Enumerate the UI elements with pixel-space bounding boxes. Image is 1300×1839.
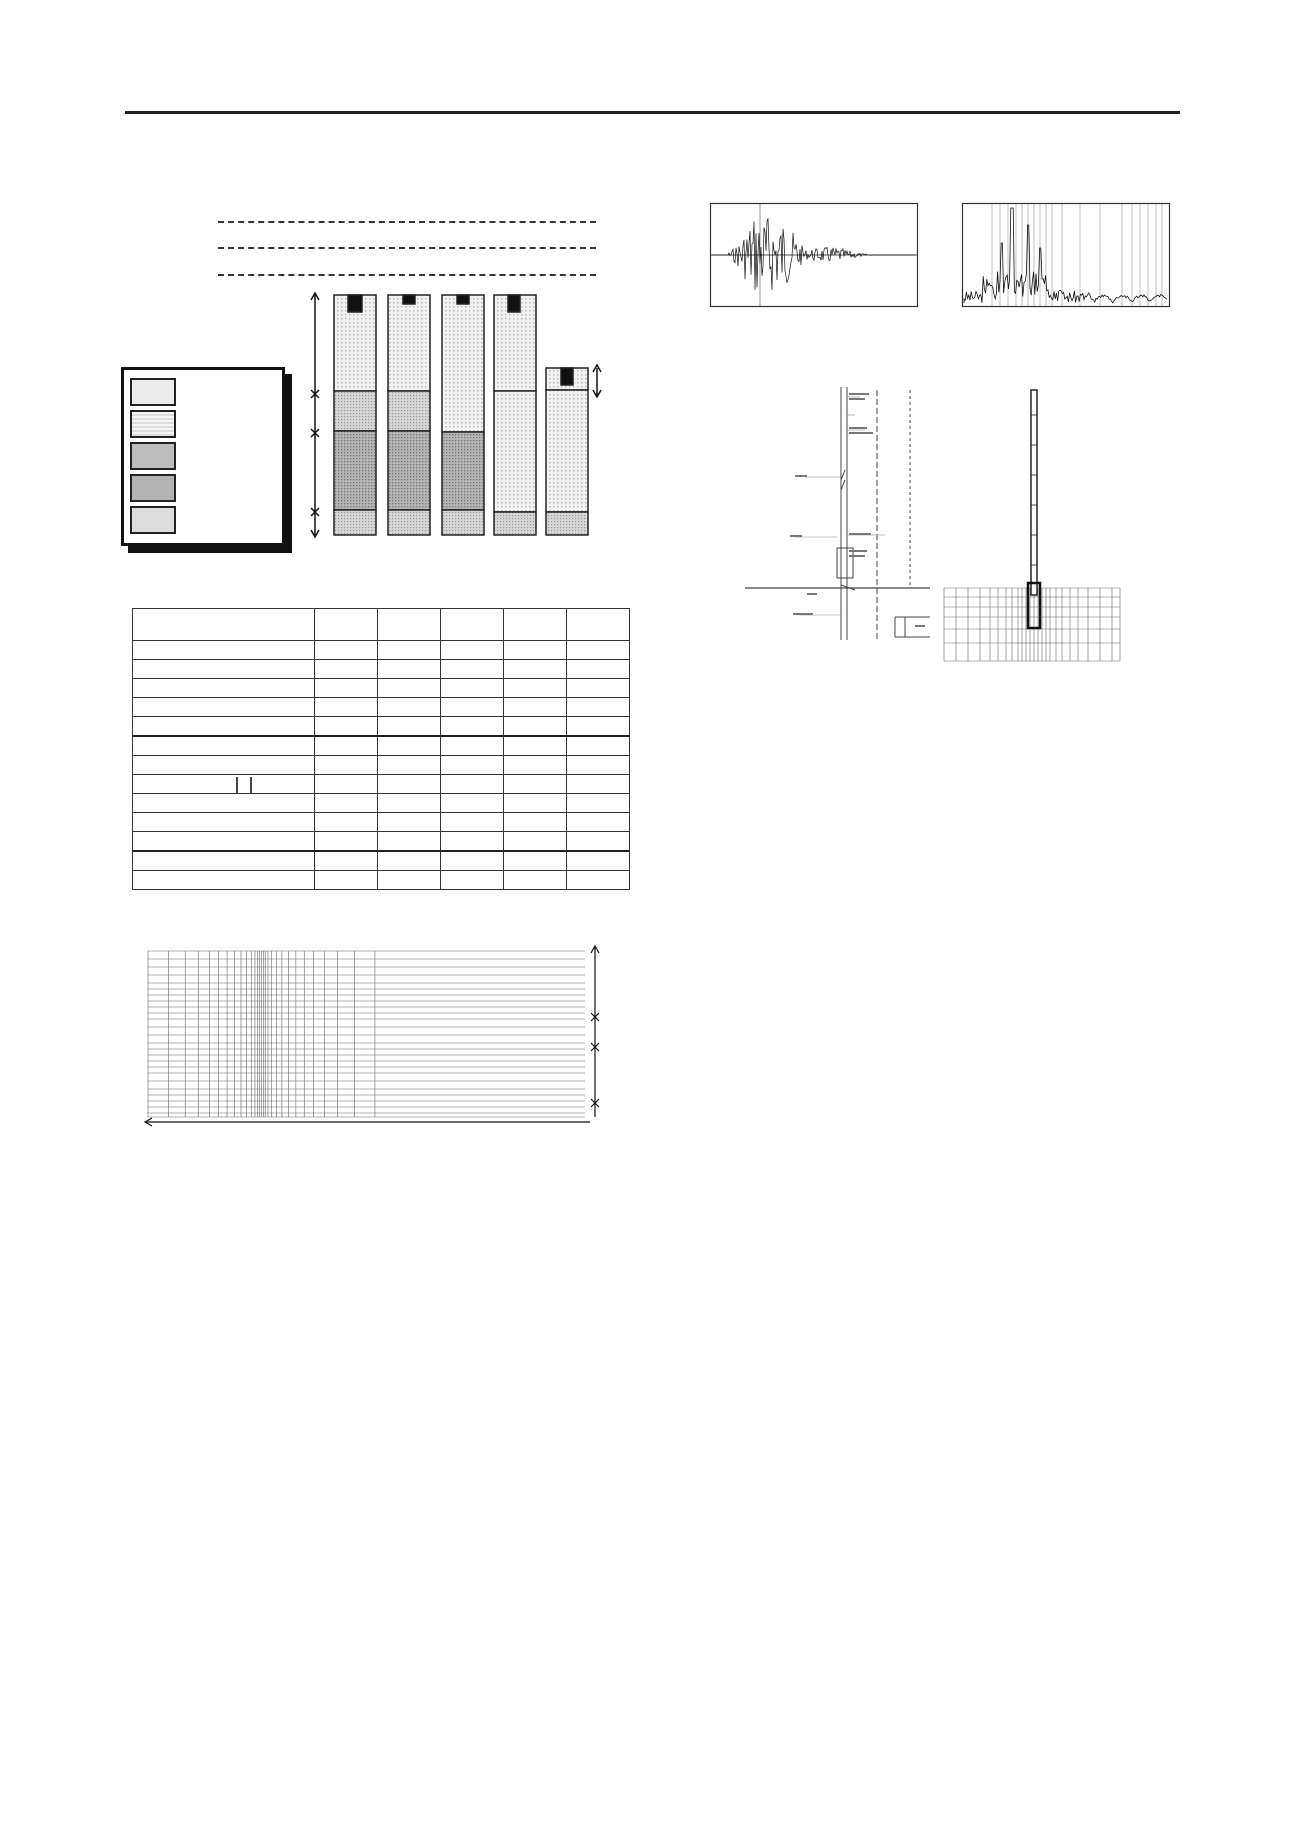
- legend-swatch-4: [130, 474, 176, 502]
- fourier-spectrum: [962, 203, 1170, 307]
- ground-mesh: [944, 588, 1120, 661]
- legend-box: [121, 367, 285, 546]
- pole-elevation-drawing: [745, 385, 935, 645]
- legend-swatch-1: [130, 378, 176, 406]
- fe-mesh: [140, 945, 600, 1125]
- transformer-box: [837, 548, 853, 578]
- soil-column-5: [546, 368, 588, 535]
- reference-line-1: [218, 221, 596, 223]
- mesh-dimension-arrows: [145, 946, 599, 1126]
- legend-swatch-2: [130, 410, 176, 438]
- soil-columns-svg: [305, 290, 605, 560]
- reference-line-2: [218, 247, 596, 249]
- legend-swatch-3: [130, 442, 176, 470]
- pole-element: [1031, 390, 1037, 595]
- abs-value-bars: [236, 777, 252, 793]
- soil-column-1: [334, 295, 376, 535]
- property-table: [132, 608, 630, 890]
- reference-line-3: [218, 274, 596, 276]
- acceleration-time-history: [710, 203, 918, 307]
- mesh-lines: [148, 951, 585, 1117]
- pole-model: [942, 385, 1122, 665]
- legend-swatch-5: [130, 506, 176, 534]
- soil-column-2: [388, 295, 430, 535]
- soil-column-3: [442, 295, 484, 535]
- header-rule: [125, 111, 1180, 114]
- soil-column-4: [494, 295, 536, 535]
